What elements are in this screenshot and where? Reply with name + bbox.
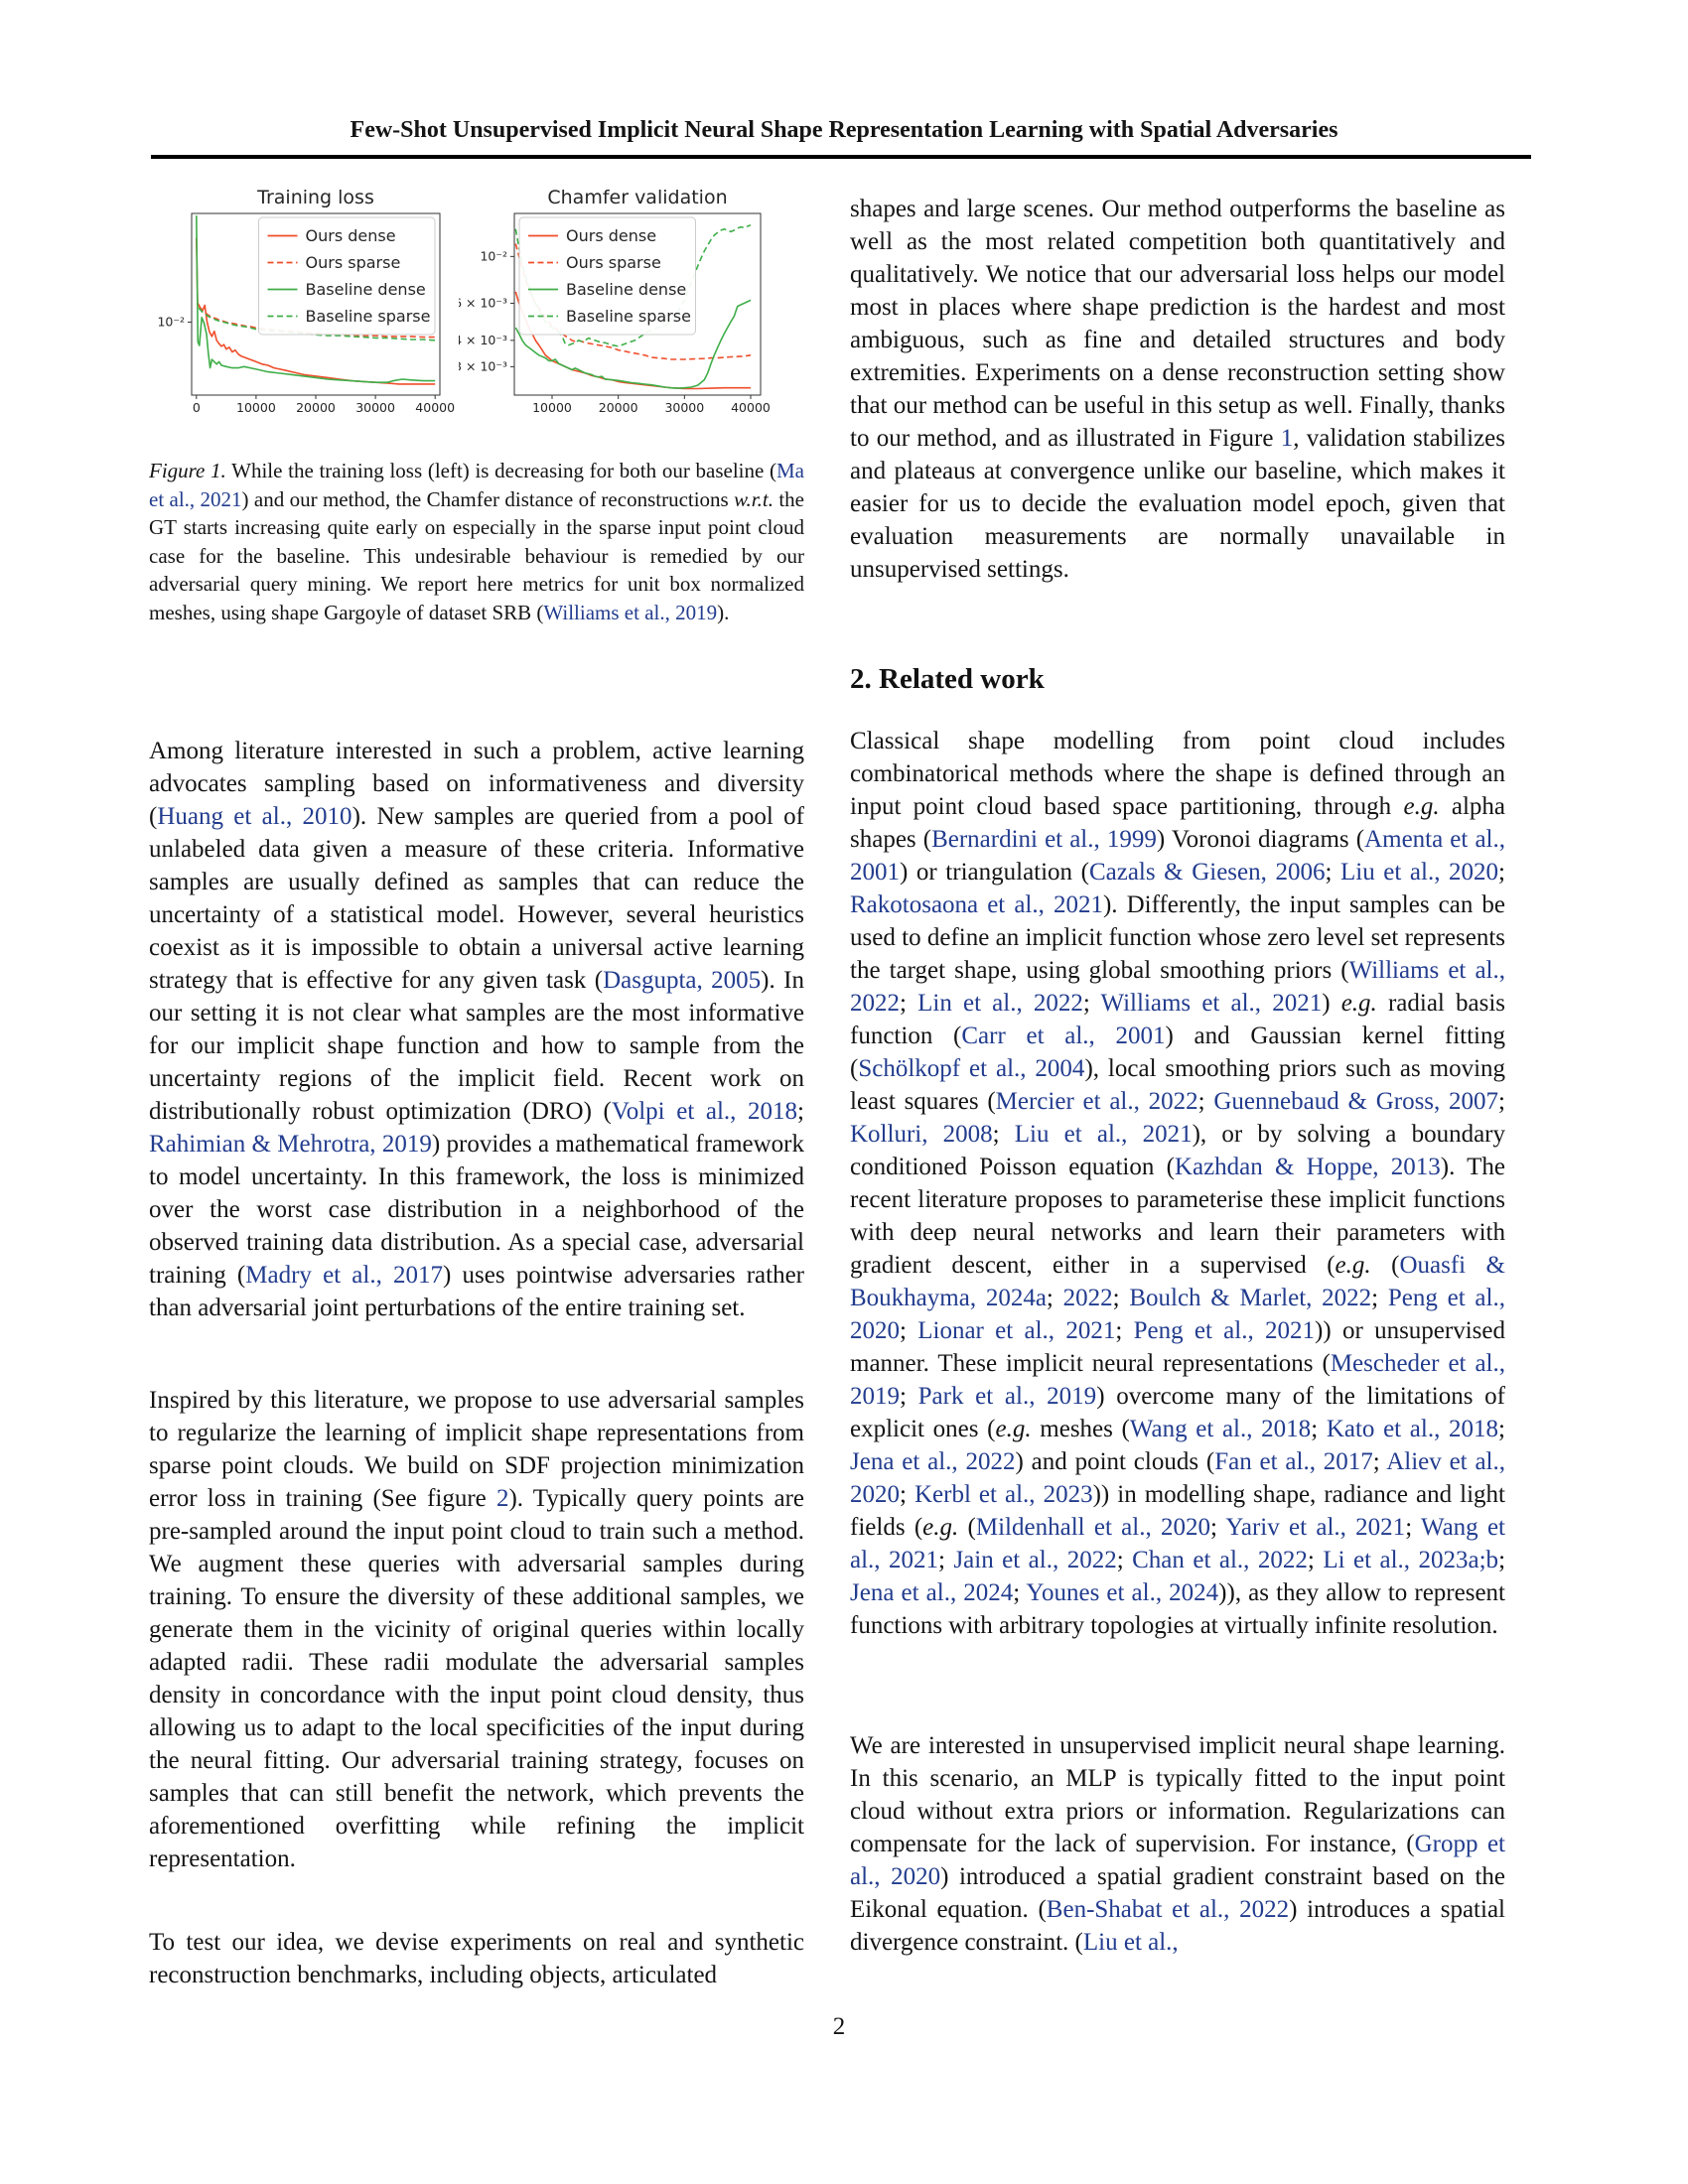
- citation-link[interactable]: Madry et al., 2017: [245, 1262, 444, 1289]
- y-tick-label: 6 × 10⁻³: [459, 295, 507, 311]
- citation-link[interactable]: Park et al., 2019: [917, 1383, 1097, 1410]
- citation-link[interactable]: Liu et al.,: [1082, 1929, 1179, 1956]
- italic-text: w.r.t.: [734, 486, 774, 511]
- citation-link[interactable]: Liu et al., 2021: [1014, 1121, 1193, 1148]
- text-run: ) or triangulation (: [900, 859, 1089, 886]
- chamfer-validation-svg: [459, 189, 791, 427]
- citation-link[interactable]: Carr et al., 2001: [961, 1023, 1166, 1049]
- text-run: ;: [1197, 1088, 1214, 1115]
- chart-title: Training loss: [257, 189, 374, 208]
- text-run: ;: [1311, 1416, 1327, 1442]
- citation-link[interactable]: Wang et al., 2021: [850, 1514, 1505, 1573]
- text-run: )) in modelling shape, radiance and light fields (: [850, 1481, 1505, 1541]
- text-run: ;: [992, 1121, 1015, 1148]
- italic-text: e.g.: [1403, 793, 1440, 820]
- right-col-paragraph-2: [850, 725, 1505, 1642]
- legend-label: Baseline sparse: [305, 307, 431, 327]
- citation-link[interactable]: Jena et al., 2022: [850, 1448, 1016, 1475]
- citation-link[interactable]: Volpi et al., 2018: [611, 1098, 798, 1125]
- citation-link[interactable]: Lin et al., 2022: [917, 990, 1083, 1017]
- text-run: , validation stabilizes and plateaus at convergence unlike our baseline, which makes it easier for us to decide the evaluation model epoch, given that evaluation measurements are normally unavailable in unsupervised settings.: [850, 425, 1505, 583]
- legend-label: Baseline dense: [305, 280, 426, 300]
- text-run: ;: [1046, 1285, 1063, 1311]
- citation-link[interactable]: Dasgupta, 2005: [603, 967, 762, 994]
- text-run: ) introduces a spatial divergence constraint. (: [850, 1896, 1505, 1956]
- training-loss-svg: [149, 189, 482, 427]
- legend-label: Ours dense: [305, 226, 396, 246]
- citation-link[interactable]: Cazals & Giesen, 2006: [1088, 859, 1326, 886]
- text-run: ;: [1325, 859, 1340, 886]
- citation-link[interactable]: Aliev et al., 2020: [850, 1448, 1505, 1508]
- italic-text: Figure 1.: [149, 459, 226, 482]
- y-tick-label: 4 × 10⁻³: [459, 332, 507, 347]
- text-run: radial basis function (: [850, 990, 1506, 1049]
- chart-title: Chamfer validation: [547, 189, 728, 208]
- citation-link[interactable]: Yariv et al., 2021: [1225, 1514, 1406, 1541]
- text-run: ) and Gaussian kernel fitting (: [850, 1023, 1505, 1082]
- text-run: ), local smoothing priors such as moving least squares (: [850, 1055, 1506, 1115]
- text-run: ;: [1116, 1547, 1133, 1573]
- text-run: ;: [1498, 1416, 1505, 1442]
- text-run: To test our idea, we devise experiments on real and synthetic reconstruction benchmarks, including objects, articulated: [149, 1929, 804, 1988]
- citation-link[interactable]: Williams et al., 2021: [1100, 990, 1323, 1017]
- x-tick-label: 20000: [296, 400, 336, 415]
- text-run: alpha shapes (: [850, 793, 1506, 853]
- text-run: ;: [900, 1317, 918, 1344]
- text-run: ;: [1013, 1579, 1027, 1606]
- text-run: ;: [1115, 1317, 1134, 1344]
- right-col-paragraph-1: [850, 193, 1505, 586]
- left-col-paragraph-1: [149, 735, 804, 1324]
- text-run: Among literature interested in such a problem, active learning advocates sampling based on informativeness and diversity (: [149, 738, 804, 830]
- citation-link[interactable]: Williams et al., 2019: [543, 600, 718, 624]
- y-tick-label: 3 × 10⁻³: [459, 358, 507, 374]
- header-rule: [151, 155, 1531, 159]
- citation-link[interactable]: 2: [495, 1485, 509, 1512]
- italic-text: e.g.: [995, 1416, 1032, 1442]
- x-tick-label: 10000: [532, 400, 572, 415]
- citation-link[interactable]: Peng et al., 2021: [1133, 1317, 1316, 1344]
- citation-link[interactable]: Guennebaud & Gross, 2007: [1213, 1088, 1499, 1115]
- text-run: ). New samples are queried from a pool of unlabeled data given a measure of these criteria. Informative samples are usually defined as samples that can reduce the uncertainty of a statistical model. However, several heuristics coexist as it is impossible to obtain a universal active learning strategy that is effective for any given task (: [149, 803, 804, 994]
- text-run: ;: [797, 1098, 804, 1125]
- right-col-paragraph-3: [850, 1729, 1505, 1959]
- legend-label: Baseline dense: [566, 280, 687, 300]
- citation-link[interactable]: Ma et al., 2021: [149, 459, 804, 511]
- citation-link[interactable]: Fan et al., 2017: [1214, 1448, 1373, 1475]
- training-loss-chart: [149, 189, 482, 432]
- text-run: ;: [1210, 1514, 1226, 1541]
- text-run: ). The recent literature proposes to parameterise these implicit functions with deep neural networks and learn their parameters with gradient descent, either in a supervised (: [850, 1154, 1505, 1279]
- citation-link[interactable]: Ouasfi & Boukhayma, 2024a: [850, 1252, 1505, 1311]
- text-run: ;: [1498, 1088, 1505, 1115]
- text-run: We are interested in unsupervised implicit neural shape learning. In this scenario, an MLP is typically fitted to the input point cloud without extra priors or information. Regularizations can compensate for the lack of supervision. For instance, (: [850, 1732, 1505, 1857]
- italic-text: e.g.: [1335, 1252, 1371, 1279]
- text-run: ;: [1405, 1514, 1421, 1541]
- text-run: ;: [900, 1481, 914, 1508]
- legend-label: Ours sparse: [566, 253, 661, 273]
- text-run: the GT starts increasing quite early on especially in the sparse input point cloud case for the baseline. This undesirable behaviour is remedied by our adversarial query mining. We report here metrics for unit box normalized meshes, using shape Gargoyle of dataset SRB (: [149, 486, 805, 624]
- section-heading-related-work: 2. Related work: [850, 663, 1045, 695]
- text-run: ) introduced a spatial gradient constraint based on the Eikonal equation. (: [850, 1863, 1506, 1923]
- citation-link[interactable]: Rahimian & Mehrotra, 2019: [149, 1131, 432, 1158]
- citation-link[interactable]: Huang et al., 2010: [157, 803, 352, 830]
- text-run: ). Differently, the input samples can be used to define an implicit function whose zero level set represents the target shape, using global smoothing priors (: [850, 891, 1505, 984]
- italic-text: e.g.: [922, 1514, 959, 1541]
- text-run: ) and point clouds (: [1015, 1448, 1215, 1475]
- citation-link[interactable]: Li et al., 2023a;b: [1323, 1547, 1499, 1573]
- text-run: Inspired by this literature, we propose to use adversarial samples to regularize the learning of implicit shape representations from sparse point clouds. We build on SDF projection minimization error loss in training (See figure: [149, 1387, 804, 1512]
- y-tick-label: 10⁻²: [157, 314, 185, 330]
- text-run: ) overcome many of the limitations of explicit ones (: [850, 1383, 1505, 1442]
- citation-link[interactable]: Gropp et al., 2020: [850, 1831, 1505, 1890]
- text-run: ;: [900, 990, 918, 1017]
- text-run: )), as they allow to represent functions with arbitrary topologies at virtually infinite resolution.: [850, 1579, 1506, 1639]
- text-run: ): [1322, 990, 1341, 1017]
- text-run: While the training loss (left) is decreasing for both our baseline (: [225, 459, 776, 482]
- legend-label: Ours dense: [566, 226, 657, 246]
- text-run: ;: [1498, 1547, 1506, 1573]
- x-tick-label: 40000: [415, 400, 456, 415]
- text-run: ) Voronoi diagrams (: [1156, 826, 1365, 853]
- text-run: ;: [1372, 1448, 1387, 1475]
- citation-link[interactable]: Williams et al., 2022: [850, 957, 1505, 1017]
- text-run: meshes (: [1031, 1416, 1130, 1442]
- chamfer-validation-chart: [459, 189, 791, 432]
- citation-link[interactable]: 1: [1280, 425, 1294, 452]
- text-run: ;: [1498, 859, 1505, 886]
- citation-link[interactable]: Schölkopf et al., 2004: [858, 1055, 1085, 1082]
- citation-link[interactable]: Bernardini et al., 1999: [931, 826, 1157, 853]
- citation-link[interactable]: Rakotosaona et al., 2021: [850, 891, 1103, 918]
- citation-link[interactable]: Mescheder et al., 2019: [850, 1350, 1505, 1410]
- citation-link[interactable]: Younes et al., 2024: [1026, 1579, 1219, 1606]
- citation-link[interactable]: Wang et al., 2018: [1129, 1416, 1312, 1442]
- x-tick-label: 20000: [598, 400, 638, 415]
- italic-text: e.g.: [1340, 990, 1377, 1017]
- text-run: ) and our method, the Chamfer distance of reconstructions: [241, 486, 735, 511]
- text-run: ). In our setting it is not clear what samples are the most informative for our implicit shape function and how to sample from the uncertainty regions of the implicit field. Recent work on distributionally robust optimization (DRO) (: [149, 967, 804, 1125]
- text-run: ;: [1112, 1285, 1130, 1311]
- page-number: 2: [832, 2013, 846, 2040]
- left-col-paragraph-3: [149, 1926, 804, 1991]
- text-run: )) or unsupervised manner. These implicit neural representations (: [850, 1317, 1505, 1377]
- citation-link[interactable]: Kolluri, 2008: [850, 1121, 993, 1148]
- citation-link[interactable]: Kato et al., 2018: [1326, 1416, 1499, 1442]
- x-tick-label: 10000: [236, 400, 276, 415]
- text-run: (: [1370, 1252, 1400, 1279]
- y-tick-label: 10⁻²: [480, 248, 507, 264]
- text-run: ).: [717, 600, 730, 624]
- text-run: ;: [1082, 990, 1101, 1017]
- text-run: (: [958, 1514, 976, 1541]
- citation-link[interactable]: Amenta et al., 2001: [850, 826, 1505, 886]
- text-run: ), or by solving a boundary conditioned Poisson equation (: [850, 1121, 1505, 1180]
- text-run: shapes and large scenes. Our method outperforms the baseline as well as the most related competition both quantitatively and qualitatively. We notice that our adversarial loss helps our model most in places where shape prediction is the hardest and most ambiguous, such as fine and detailed structures and body extremities. Experiments on a dense reconstruction setting show that our method can be useful in this setup as well. Finally, thanks to our method, and as illustrated in Figure: [850, 196, 1505, 452]
- x-tick-label: 30000: [355, 400, 395, 415]
- text-run: ) uses pointwise adversaries rather than adversarial joint perturbations of the entire training set.: [149, 1262, 805, 1321]
- citation-link[interactable]: Mildenhall et al., 2020: [975, 1514, 1211, 1541]
- legend-label: Baseline sparse: [566, 307, 691, 327]
- citation-link[interactable]: Boulch & Marlet, 2022: [1129, 1285, 1372, 1311]
- citation-link[interactable]: Chan et al., 2022: [1132, 1547, 1308, 1573]
- legend-label: Ours sparse: [305, 253, 401, 273]
- citation-link[interactable]: 2022: [1062, 1285, 1113, 1311]
- legend: [259, 217, 436, 335]
- citation-link[interactable]: Lionar et al., 2021: [917, 1317, 1116, 1344]
- citation-link[interactable]: Kazhdan & Hoppe, 2013: [1174, 1154, 1441, 1180]
- figure-1-caption: [149, 457, 804, 626]
- x-tick-label: 0: [192, 400, 201, 415]
- text-run: Classical shape modelling from point cloud includes combinatorical methods where the shape is defined through an input point cloud based space partitioning, through: [850, 728, 1505, 820]
- citation-link[interactable]: Mercier et al., 2022: [995, 1088, 1198, 1115]
- citation-link[interactable]: Ben-Shabat et al., 2022: [1046, 1896, 1290, 1923]
- text-run: ) provides a mathematical framework to model uncertainty. In this framework, the loss is minimized over the worst case distribution in a neighborhood of the observed training data distribution. As a special case, adversarial training (: [149, 1131, 805, 1289]
- text-run: ;: [938, 1547, 954, 1573]
- citation-link[interactable]: Kerbl et al., 2023: [914, 1481, 1093, 1508]
- citation-link[interactable]: Jena et al., 2024: [850, 1579, 1014, 1606]
- text-run: ;: [1371, 1285, 1388, 1311]
- x-tick-label: 40000: [731, 400, 771, 415]
- text-run: ;: [900, 1383, 918, 1410]
- paper-title: Few-Shot Unsupervised Implicit Neural Shape Representation Learning with Spatial Adversaries: [350, 117, 1338, 143]
- text-run: ). Typically query points are pre-sampled around the input point cloud to train such a method. We augment these queries with adversarial samples during training. To ensure the diversity of these additional samples, we generate them in the vicinity of original queries within locally adapted radii. These radii modulate the adversarial samples density in concordance with the input point cloud density, thus allowing us to adapt to the local specificities of the input during the neural fitting. Our adversarial training strategy, focuses on samples that can still benefit the network, which prevents the aforementioned overfitting while refining the implicit representation.: [149, 1485, 804, 1872]
- citation-link[interactable]: Jain et al., 2022: [953, 1547, 1117, 1573]
- citation-link[interactable]: Liu et al., 2020: [1340, 859, 1499, 886]
- text-run: ;: [1307, 1547, 1324, 1573]
- legend: [519, 217, 696, 335]
- left-col-paragraph-2: [149, 1384, 804, 1875]
- citation-link[interactable]: Peng et al., 2020: [850, 1285, 1505, 1344]
- x-tick-label: 30000: [664, 400, 705, 415]
